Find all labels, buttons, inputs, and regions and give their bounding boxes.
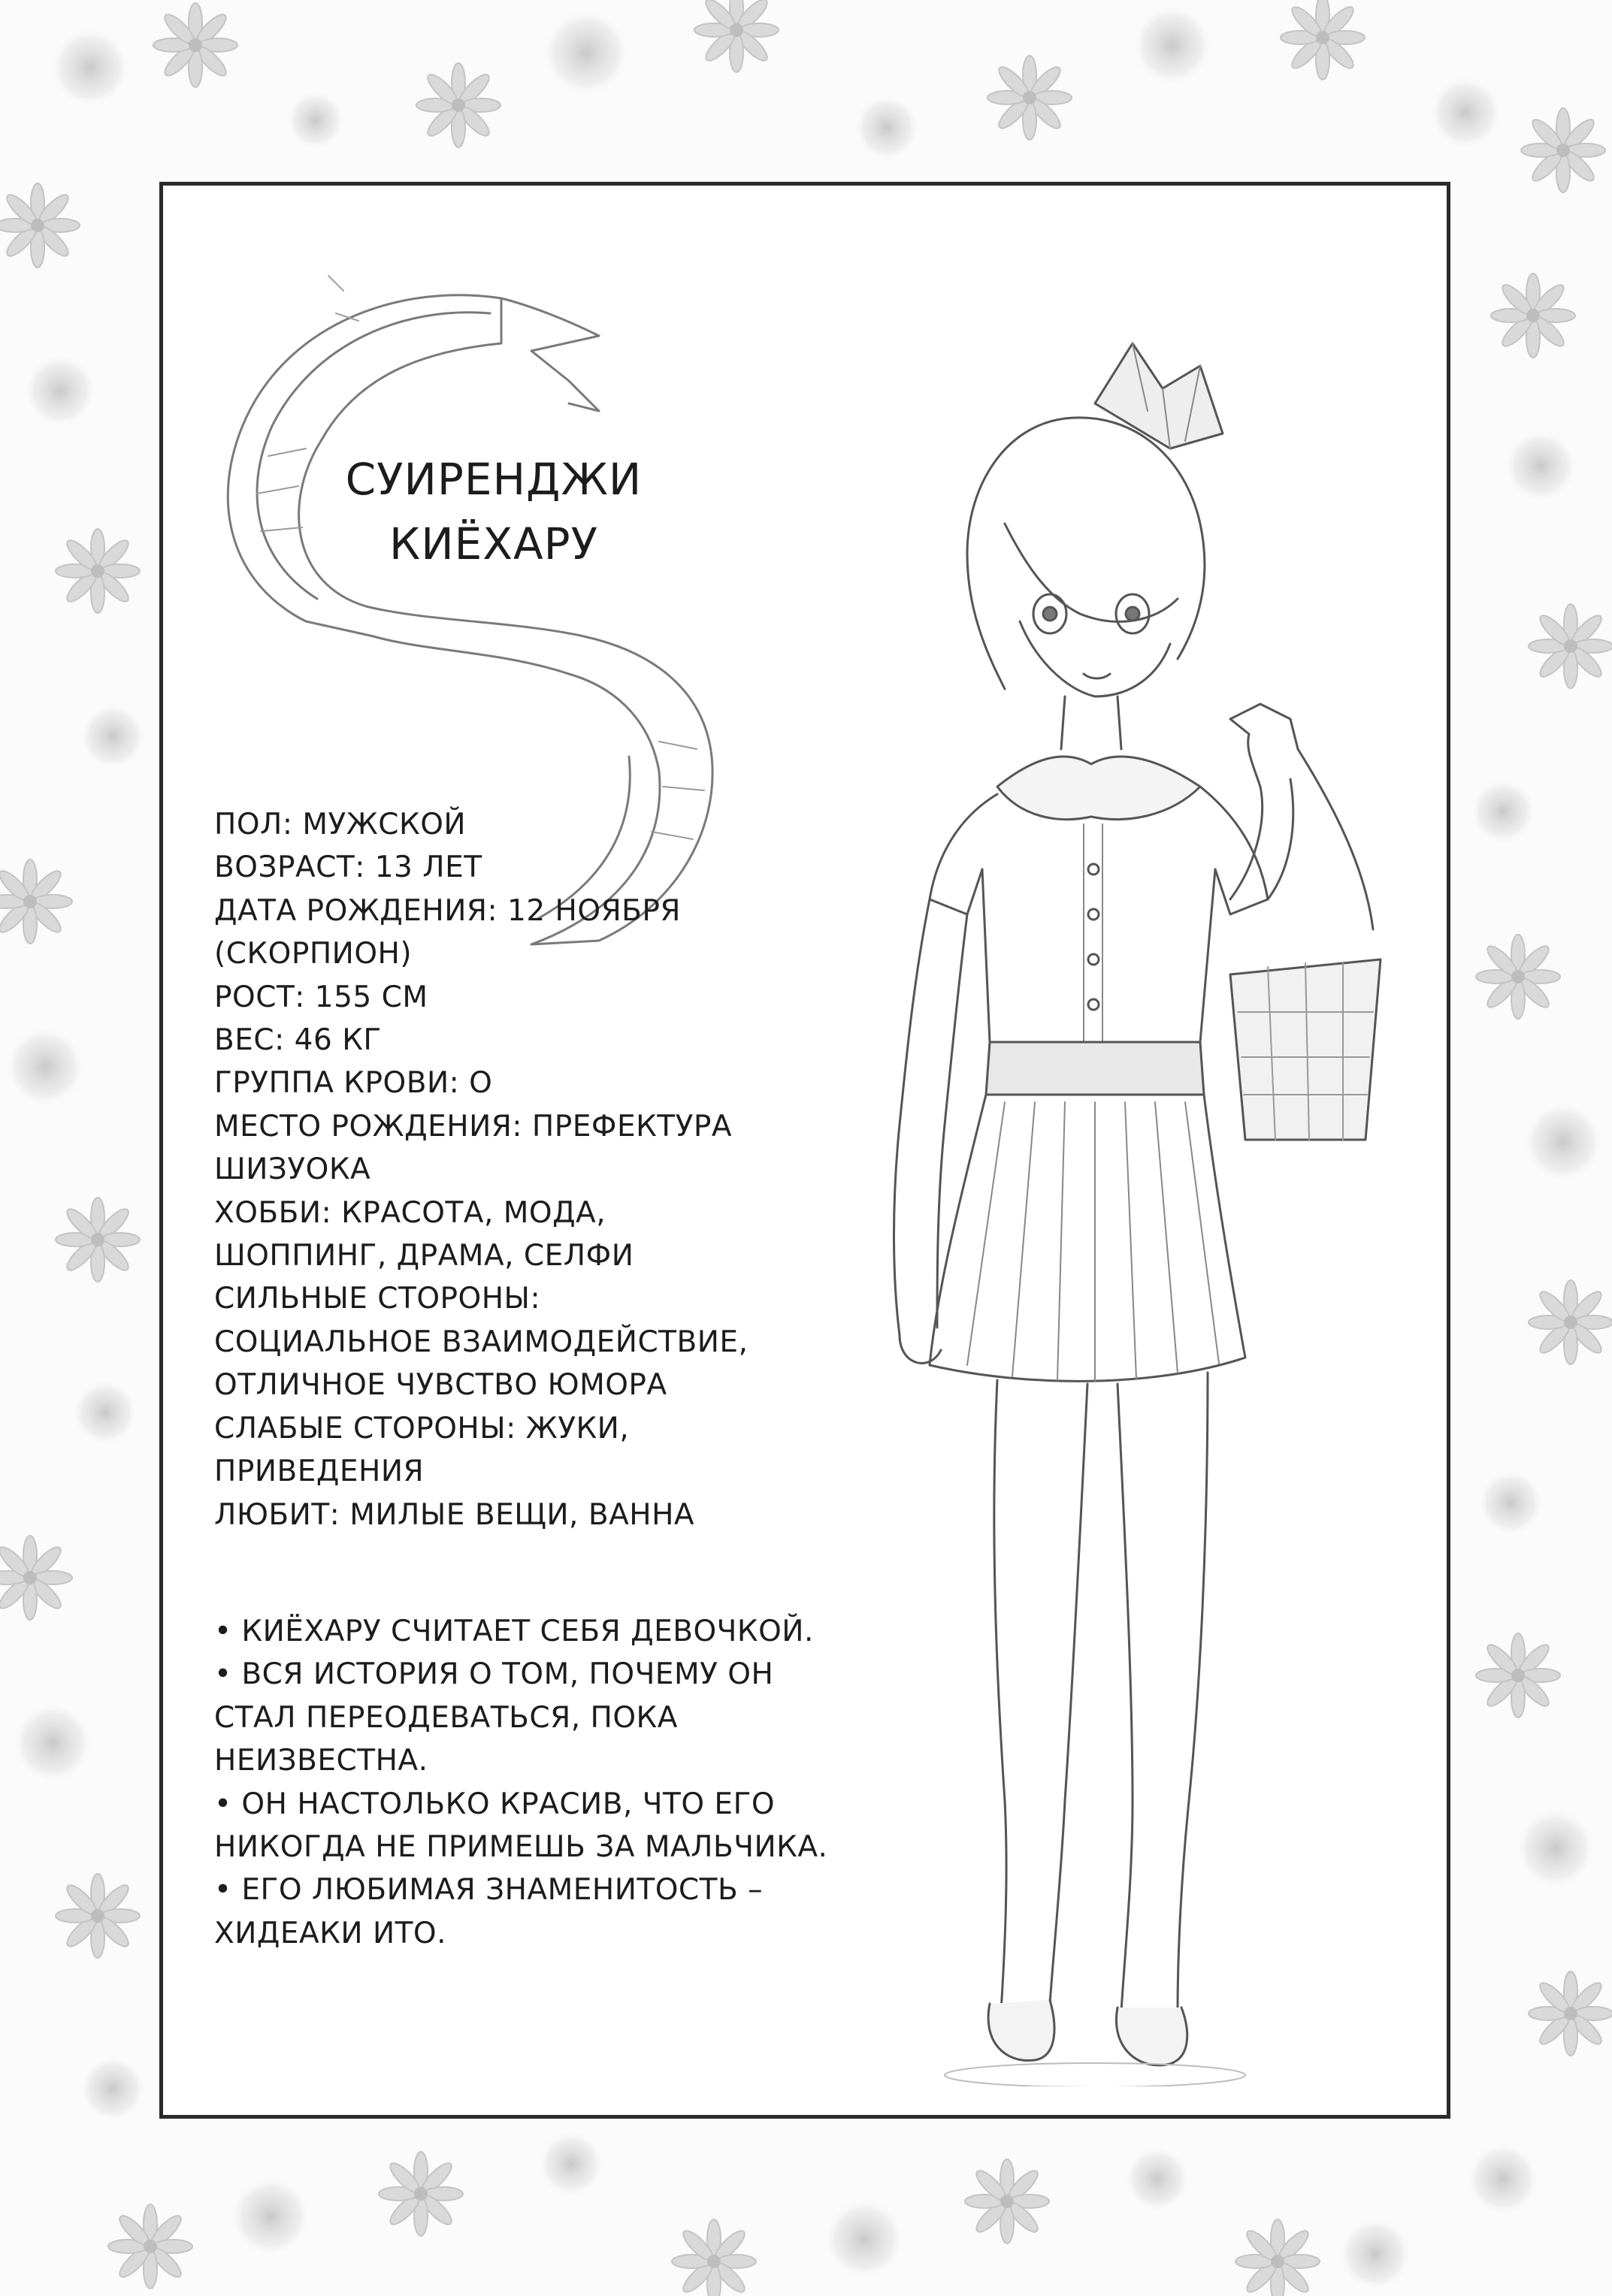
profile-line: МЕСТО РОЖДЕНИЯ: ПРЕФЕКТУРА: [214, 1109, 733, 1143]
profile-line: ЛЮБИТ: МИЛЫЕ ВЕЩИ, ВАННА: [214, 1497, 695, 1532]
profile-line: ШОППИНГ, ДРАМА, СЕЛФИ: [214, 1239, 634, 1273]
fact-line: • ВСЯ ИСТОРИЯ О ТОМ, ПОЧЕМУ ОН: [214, 1657, 774, 1692]
fact-line: НЕИЗВЕСТНА.: [214, 1744, 428, 1778]
character-name: [283, 447, 704, 576]
fact-line: • ЕГО ЛЮБИМАЯ ЗНАМЕНИТОСТЬ –: [214, 1873, 764, 1908]
profile-line: ВЕС: 46 КГ: [214, 1023, 382, 1058]
profile-line: СИЛЬНЫЕ СТОРОНЫ:: [214, 1282, 541, 1316]
fact-line: • КИЁХАРУ СЧИТАЕТ СЕБЯ ДЕВОЧКОЙ.: [214, 1615, 814, 1648]
profile-line: ШИЗУОКА: [214, 1153, 371, 1187]
profile-line: ВОЗРАСТ: 13 ЛЕТ: [214, 850, 482, 885]
profile-line: СОЦИАЛЬНОЕ ВЗАИМОДЕЙСТВИЕ,: [214, 1325, 749, 1359]
profile-line: РОСТ: 155 СМ: [214, 980, 428, 1014]
profile-card-frame: [159, 182, 1450, 2119]
character-name-line-1: СУИРЕНДЖИ: [345, 454, 643, 505]
profile-line: ПОЛ: МУЖСКОЙ: [214, 808, 467, 841]
profile-line: ДАТА РОЖДЕНИЯ: 12 НОЯБРЯ: [214, 893, 682, 928]
profile-line: ОТЛИЧНОЕ ЧУВСТВО ЮМОРА: [214, 1368, 667, 1403]
character-name-line-2: КИЁХАРУ: [389, 518, 598, 569]
fact-line: • ОН НАСТОЛЬКО КРАСИВ, ЧТО ЕГО: [214, 1787, 776, 1821]
character-sketch-icon: [779, 298, 1426, 2086]
profile-line: СЛАБЫЕ СТОРОНЫ: ЖУКИ,: [214, 1411, 630, 1446]
fact-line: НИКОГДА НЕ ПРИМЕШЬ ЗА МАЛЬЧИКА.: [214, 1830, 828, 1865]
profile-line: ХОББИ: КРАСОТА, МОДА,: [214, 1195, 606, 1230]
profile-line: (СКОРПИОН): [214, 937, 413, 971]
fact-line: ХИДЕАКИ ИТО.: [214, 1916, 447, 1950]
profile-line: ГРУППА КРОВИ: О: [214, 1066, 493, 1101]
profile-line: ПРИВЕДЕНИЯ: [214, 1455, 425, 1489]
fact-line: СТАЛ ПЕРЕОДЕВАТЬСЯ, ПОКА: [214, 1700, 678, 1735]
